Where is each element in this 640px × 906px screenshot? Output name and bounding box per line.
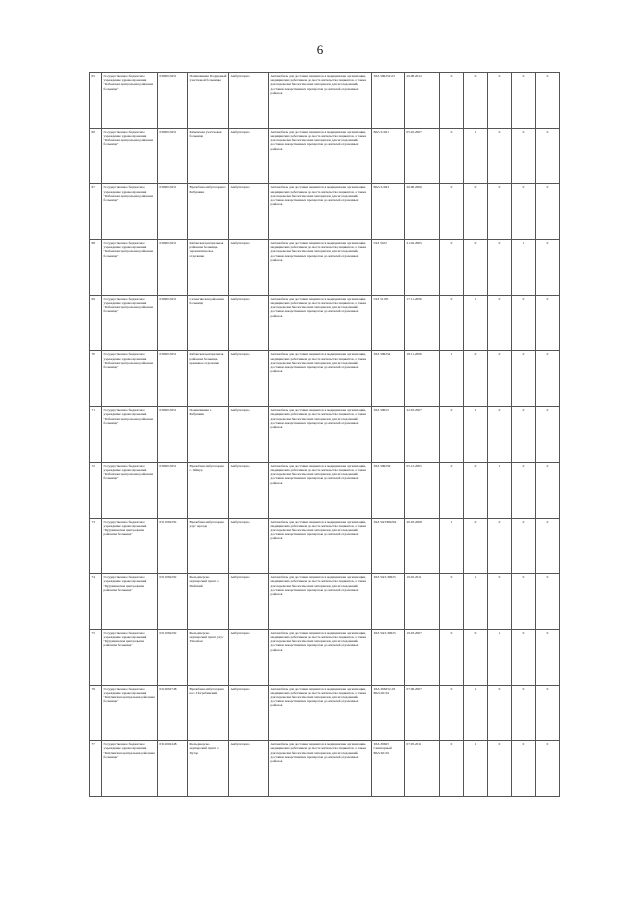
organization-code: 0309015651 [158, 351, 188, 407]
vehicle-purpose: Автомобиль для доставки пациентов в медицинские организации, медицинских работников до места жительства пациентов, а также для перевозки биологических материалов для исследований, доставки лекарственных препаратов до жителей отдаленных районов [269, 73, 372, 129]
subdivision-name: Фельдшерско-акушерский пункт улус Улюнхан [188, 629, 229, 685]
table-row [90, 741, 560, 797]
organization-code: 0312002248 [158, 741, 188, 797]
care-type: Амбулаторно [229, 128, 269, 184]
vehicle-model: ВАЗ 21041 [372, 128, 405, 184]
value-2: 1 [464, 741, 488, 797]
vehicle-model: УАЗ-396252-03 ВАЗ-92101 [372, 685, 405, 741]
value-2: 1 [464, 128, 488, 184]
table-row [90, 351, 560, 407]
value-5: 0 [536, 295, 560, 351]
row-number: 74 [90, 574, 102, 630]
table-row [90, 518, 560, 574]
table-row [90, 240, 560, 296]
subdivision-name: Фельдшерско-акушерский пункт с. Майский [188, 574, 229, 630]
row-number: 66 [90, 128, 102, 184]
registration-date: 18.11.2006 [405, 351, 440, 407]
subdivision-name: Поликлиника Подрядный участковой больницы [188, 73, 229, 129]
registration-date: 26.06.2006 [405, 184, 440, 240]
value-1: 0 [440, 741, 464, 797]
value-1: 0 [440, 574, 464, 630]
vehicle-purpose: Автомобиль для доставки пациентов в медицинские организации, медицинских работников до места жительства пациентов, а также для перевозки биологических материалов для исследований, доставки лекарственных препаратов до жителей отдаленных районов [269, 629, 372, 685]
vehicle-purpose: Автомобиль для доставки пациентов в медицинские организации, медицинских работников до места жительства пациентов, а также для перевозки биологических материалов для исследований, доставки лекарственных препаратов до жителей отдаленных районов [269, 574, 372, 630]
vehicle-model: ГАЗ 31105 [372, 295, 405, 351]
subdivision-name: Врачебная амбулатория пос. Погребинский [188, 685, 229, 741]
organization-name: Государственное бюджетное учреждение здравоохранения "Кабанская центральная районная больница" [102, 184, 158, 240]
value-5: 0 [536, 518, 560, 574]
registration-date: 17.11.2006 [405, 295, 440, 351]
vehicle-purpose: Автомобиль для доставки пациентов в медицинские организации, медицинских работников до места жительства пациентов, а также для перевозки биологических материалов для исследований, доставки лекарственных препаратов до жителей отдаленных районов [269, 128, 372, 184]
value-3: 0 [488, 518, 512, 574]
organization-code: 0309015651 [158, 128, 188, 184]
subdivision-name: Врачебная амбулатория с. Оймур [188, 462, 229, 518]
vehicle-model: ГАЗ 3102 [372, 240, 405, 296]
vehicle-model: УАЗ 396254 [372, 351, 405, 407]
vehicle-model: УАЗ УАЗ-39623 [372, 574, 405, 630]
value-3: 0 [488, 351, 512, 407]
value-5: 0 [536, 685, 560, 741]
value-5: 0 [536, 407, 560, 463]
value-3: 0 [488, 685, 512, 741]
value-1: 0 [440, 295, 464, 351]
value-1: 0 [440, 629, 464, 685]
value-1: 0 [440, 240, 464, 296]
value-5: 0 [536, 462, 560, 518]
table-row [90, 295, 560, 351]
vehicle-purpose: Автомобиль для доставки пациентов в медицинские организации, медицинских работников до места жительства пациентов, а также для перевозки биологических материалов для исследований, доставки лекарственных препаратов до жителей отдаленных районов [269, 240, 372, 296]
page-number: 6 [316, 42, 324, 57]
value-5: 0 [536, 128, 560, 184]
subdivision-name: Фельдшерско-акушерский пункт с. Хутор [188, 741, 229, 797]
value-3: 1 [488, 462, 512, 518]
registration-date: 05.12.2005 [405, 462, 440, 518]
subdivision-name: Кабанская центральная районная больница, приемное отделение [188, 351, 229, 407]
organization-name: Государственное бюджетное учреждение здравоохранения "Кяхтинская центральная районная больница" [102, 741, 158, 797]
care-type: Амбулаторно [229, 351, 269, 407]
vehicle-model: УАЗ УАЗ-39623 [372, 629, 405, 685]
vehicle-purpose: Автомобиль для доставки пациентов в медицинские организации, медицинских работников до места жительства пациентов, а также для перевозки биологических материалов для исследований, доставки лекарственных препаратов до жителей отдаленных районов [269, 295, 372, 351]
vehicle-model: УАЗ УАЗ396294 [372, 518, 405, 574]
value-2: 0 [464, 629, 488, 685]
value-3: 0 [488, 184, 512, 240]
organization-name: Государственное бюджетное учреждение здравоохранения "Курумканская центральная районная больница" [102, 574, 158, 630]
care-type: Амбулаторно [229, 73, 269, 129]
vehicle-purpose: Автомобиль для доставки пациентов в медицинские организации, медицинских работников до места жительства пациентов, а также для перевозки биологических материалов для исследований, доставки лекарственных препаратов до жителей отдаленных районов [269, 741, 372, 797]
organization-code: 0309015651 [158, 462, 188, 518]
registration-date: 19.02.2011 [405, 574, 440, 630]
value-1: 0 [440, 407, 464, 463]
table-row [90, 128, 560, 184]
registration-date: 20.03.2008 [405, 518, 440, 574]
value-4: 0 [512, 462, 536, 518]
row-number: 76 [90, 685, 102, 741]
value-4: 0 [512, 73, 536, 129]
value-3: 0 [488, 407, 512, 463]
row-number: 75 [90, 629, 102, 685]
value-4: 0 [512, 351, 536, 407]
vehicle-purpose: Автомобиль для доставки пациентов в медицинские организации, медицинских работников до места жительства пациентов, а также для перевозки биологических материалов для исследований, доставки лекарственных препаратов до жителей отдаленных районов [269, 685, 372, 741]
value-4: 0 [512, 407, 536, 463]
subdivision-name: Поликлиника г. Бабушкин [188, 407, 229, 463]
value-4: 0 [512, 629, 536, 685]
subdivision-name: Врачебная амбулатория улус Аргада [188, 518, 229, 574]
organization-code: 0311002250 [158, 629, 188, 685]
vehicle-model: ВАЗ 21043 [372, 184, 405, 240]
organization-name: Государственное бюджетное учреждение здравоохранения "Кабанская центральная районная больница" [102, 240, 158, 296]
value-3: 0 [488, 128, 512, 184]
organization-name: Государственное бюджетное учреждение здравоохранения "Курумканская центральная районная больница" [102, 518, 158, 574]
vehicle-purpose: Автомобиль для доставки пациентов в медицинские организации, медицинских работников до места жительства пациентов, а также для перевозки биологических материалов для исследований, доставки лекарственных препаратов до жителей отдаленных районов [269, 351, 372, 407]
subdivision-name: Кабанская центральная районная больница, терапевтическое отделение [188, 240, 229, 296]
organization-code: 0309015651 [158, 184, 188, 240]
vehicle-model: УАЗ 396252-03 [372, 73, 405, 129]
registration-date: 19.03.2007 [405, 629, 440, 685]
row-number: 65 [90, 73, 102, 129]
value-5: 0 [536, 629, 560, 685]
value-1: 0 [440, 73, 464, 129]
subdivision-name: Селенгинская районная больница [188, 295, 229, 351]
value-5: 0 [536, 184, 560, 240]
value-4: 0 [512, 184, 536, 240]
value-4: 0 [512, 295, 536, 351]
care-type: Амбулаторно [229, 685, 269, 741]
table-row [90, 685, 560, 741]
value-5: 0 [536, 73, 560, 129]
organization-name: Государственное бюджетное учреждение здравоохранения "Кабанская центральная районная больница" [102, 351, 158, 407]
organization-name: Государственное бюджетное учреждение здравоохранения "Курумканская центральная районная больница" [102, 629, 158, 685]
value-3: 0 [488, 73, 512, 129]
value-1: 1 [440, 518, 464, 574]
value-4: 0 [512, 128, 536, 184]
row-number: 67 [90, 184, 102, 240]
value-4: 0 [512, 574, 536, 630]
subdivision-name: Каменская участковая больница [188, 128, 229, 184]
vehicle-purpose: Автомобиль для доставки пациентов в медицинские организации, медицинских работников до места жительства пациентов, а также для перевозки биологических материалов для исследований, доставки лекарственных препаратов до жителей отдаленных районов [269, 407, 372, 463]
table-row [90, 462, 560, 518]
registration-date: 05.02.2007 [405, 128, 440, 184]
value-4: 0 [512, 685, 536, 741]
vehicle-purpose: Автомобиль для доставки пациентов в медицинские организации, медицинских работников до места жительства пациентов, а также для перевозки биологических материалов для исследований, доставки лекарственных препаратов до жителей отдаленных районов [269, 462, 372, 518]
value-1: 1 [440, 351, 464, 407]
value-4: 0 [512, 741, 536, 797]
vehicle-registry-table [89, 72, 560, 797]
organization-name: Государственное бюджетное учреждение здравоохранения "Кабанская центральная районная больница" [102, 128, 158, 184]
value-1: 0 [440, 685, 464, 741]
value-2: 1 [464, 685, 488, 741]
table-row [90, 73, 560, 129]
vehicle-model: УАЗ 396259 [372, 462, 405, 518]
organization-code: 0309015651 [158, 73, 188, 129]
row-number: 73 [90, 518, 102, 574]
registration-date: 21.02.2005 [405, 240, 440, 296]
table-row [90, 407, 560, 463]
care-type: Амбулаторно [229, 240, 269, 296]
table-row [90, 184, 560, 240]
care-type: Амбулаторно [229, 574, 269, 630]
value-5: 0 [536, 574, 560, 630]
value-2: 0 [464, 240, 488, 296]
vehicle-model: УАЗ 39623 [372, 407, 405, 463]
care-type: Амбулаторно [229, 518, 269, 574]
care-type: Амбулаторно [229, 295, 269, 351]
value-5: 0 [536, 351, 560, 407]
organization-code: 0309015651 [158, 295, 188, 351]
registration-date: 22.03.2007 [405, 407, 440, 463]
registration-date: 20.08.2012 [405, 73, 440, 129]
organization-name: Государственное бюджетное учреждение здравоохранения "Кяхтинская центральная районная больница" [102, 685, 158, 741]
organization-name: Государственное бюджетное учреждение здравоохранения "Кабанская центральная районная больница" [102, 462, 158, 518]
row-number: 70 [90, 351, 102, 407]
row-number: 72 [90, 462, 102, 518]
organization-name: Государственное бюджетное учреждение здравоохранения "Кабанская центральная районная больница" [102, 295, 158, 351]
value-3: 0 [488, 240, 512, 296]
organization-code: 0312002748 [158, 685, 188, 741]
organization-code: 0309015651 [158, 407, 188, 463]
value-2: 1 [464, 295, 488, 351]
value-1: 0 [440, 128, 464, 184]
value-2: 1 [464, 407, 488, 463]
organization-name: Государственное бюджетное учреждение здравоохранения "Кабанская центральная районная больница" [102, 407, 158, 463]
value-2: 1 [464, 574, 488, 630]
care-type: Амбулаторно [229, 407, 269, 463]
value-4: 1 [512, 240, 536, 296]
row-number: 77 [90, 741, 102, 797]
value-3: 0 [488, 574, 512, 630]
table-row [90, 629, 560, 685]
value-3: 0 [488, 741, 512, 797]
value-2: 0 [464, 462, 488, 518]
registration-date: 07.06.2007 [405, 685, 440, 741]
row-number: 69 [90, 295, 102, 351]
subdivision-name: Врачебная амбулатория г. Бабушкин [188, 184, 229, 240]
value-4: 0 [512, 518, 536, 574]
row-number: 68 [90, 240, 102, 296]
organization-code: 0311002250 [158, 574, 188, 630]
value-2: 0 [464, 184, 488, 240]
table-row [90, 574, 560, 630]
care-type: Амбулаторно [229, 184, 269, 240]
value-2: 0 [464, 73, 488, 129]
value-5: 0 [536, 741, 560, 797]
value-1: 0 [440, 462, 464, 518]
row-number: 71 [90, 407, 102, 463]
value-3: 1 [488, 629, 512, 685]
vehicle-purpose: Автомобиль для доставки пациентов в медицинские организации, медицинских работников до места жительства пациентов, а также для перевозки биологических материалов для исследований, доставки лекарственных препаратов до жителей отдаленных районов [269, 518, 372, 574]
organization-code: 0311002250 [158, 518, 188, 574]
registration-date: 07.05.2011 [405, 741, 440, 797]
value-3: 0 [488, 295, 512, 351]
value-2: 0 [464, 518, 488, 574]
organization-code: 0309015651 [158, 240, 188, 296]
vehicle-model: УАЗ-39625 Санитарный ВАЗ-92101 [372, 741, 405, 797]
care-type: Амбулаторно [229, 629, 269, 685]
vehicle-purpose: Автомобиль для доставки пациентов в медицинские организации, медицинских работников до места жительства пациентов, а также для перевозки биологических материалов для исследований, доставки лекарственных препаратов до жителей отдаленных районов [269, 184, 372, 240]
organization-name: Государственное бюджетное учреждение здравоохранения "Кабанская центральная районная больница" [102, 73, 158, 129]
value-2: 0 [464, 351, 488, 407]
value-5: 0 [536, 240, 560, 296]
care-type: Амбулаторно [229, 741, 269, 797]
value-1: 0 [440, 184, 464, 240]
care-type: Амбулаторно [229, 462, 269, 518]
